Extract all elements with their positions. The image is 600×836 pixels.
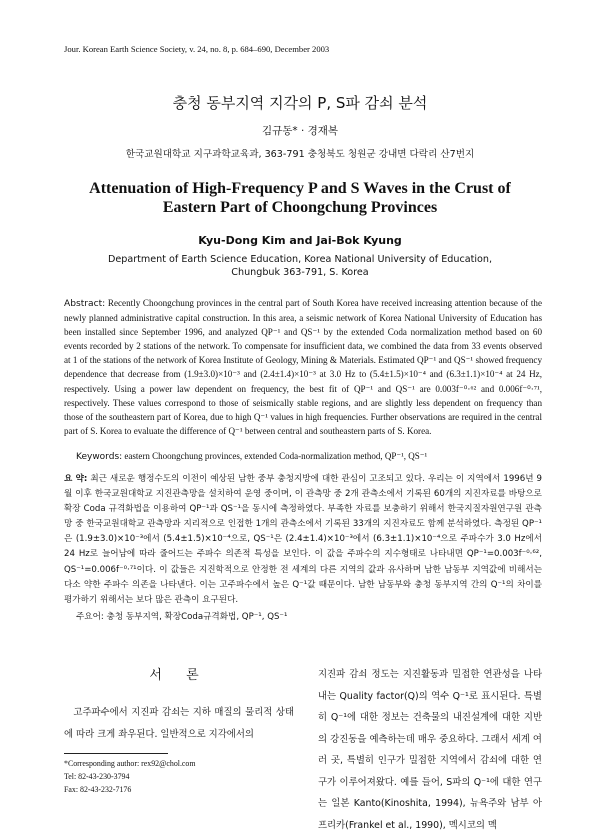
section-title-introduction: 서 론 bbox=[149, 668, 209, 683]
abstract-text: Recently Choongchung provinces in the central part of South Korea have received increasing attention because of the newly planned administrative capital construction. In this area, a seismic network of Korea National University of Education has been installed since September 1996, and analyzed QP⁻¹ and QS⁻¹ by the extended Coda normalization method based on 60 events recorded by 2 stations of the network. To compensate for insufficient data, we combined the data from 33 events observed at 1 of the stations of the network of Korea Institute of Geology, Mining & Materials. Estimated QP⁻¹ and QS⁻¹ showed frequency dependence that decrease from (1.9±3.0)×10⁻³ and (2.4±1.4)×10⁻³ at 3.0 Hz to (5.4±1.5)×10⁻⁴ and (6.3±1.1)×10⁻⁴ at 24 Hz, respectively. Using a power law dependent on frequency, the best fit of QP⁻¹ and QS⁻¹ are 0.003f⁻⁰·⁶² and 0.006f⁻⁰·⁷¹, respectively. These values correspond to those of seismically stable regions, and are slightly less dependent on frequency than those of the southeastern part of Korea, due to high Q⁻¹ values in high frequencies. Further observations are required in the central part of S. Korea to evaluate the difference of Q⁻¹ between central and southeastern parts of S. Korea. bbox=[64, 298, 542, 436]
intro-left-column: 고주파수에서 지진파 감쇠는 지하 매질의 물리적 상태에 따라 크게 좌우된다. 일반적으로 지각에서의 bbox=[64, 707, 294, 740]
keywords-label: Keywords: bbox=[76, 452, 123, 462]
keywords-english bbox=[76, 451, 542, 462]
keywords-korean bbox=[76, 610, 542, 622]
affiliation-english-line2: Chungbuk 363-791, S. Korea bbox=[231, 267, 369, 278]
affiliation-english bbox=[0, 253, 600, 279]
affiliation-korean: 한국교원대학교 지구과학교육과, 363-791 충청북도 청원군 강내면 다락리 산7번지 bbox=[125, 149, 475, 160]
abstract-korean-label: 요 약: bbox=[64, 474, 88, 484]
abstract-korean-text: 최근 새로운 행정수도의 이전이 예상된 남한 중부 충청지방에 대한 관심이 고조되고 있다. 우리는 이 지역에서 1996년 9월 이후 한국교원대학교 지진관측망을 설치하여 운영 중이며, 이 관측망 중 2개 관측소에서 기록된 60개의 지진자료를 바탕으로 확장 Coda 규격화법을 이용하여 QP⁻¹과 QS⁻¹을 동시에 측정하였다. 부족한 자료를 보충하기 위해서 한국지질자원연구원 관측망 중 한국교원대학교 관측망과 지리적으로 인접한 1개의 관측소에서 기록된 33개의 지진자료도 함께 분석하였다. 측정된 QP⁻¹은 (1.9±3.0)×10⁻³에서 (5.4±1.5)×10⁻⁴으로, QS⁻¹은 (2.4±1.4)×10⁻³에서 (6.3±1.1)×10⁻⁴으로 주파수가 3.0 Hz에서 24 Hz로 늘어남에 따라 줄어드는 주파수 의존적 특성을 보인다. 이 값을 주파수의 지수형태로 나타내면 QP⁻¹=0.003f⁻⁰·⁶², QS⁻¹=0.006f⁻⁰·⁷¹이다. 이 값들은 지진학적으로 안정한 전 세계의 다른 지역의 값과 유사하며 남한 남동부 지역값에 비해서는 다소 약한 주파수 의존을 나타낸다. 이는 고주파수에서 높은 Q⁻¹값 때문이다. 남한 남동부와 충청 동부지역 간의 Q⁻¹의 차이를 평가하기 위해서는 보다 많은 관측이 요구된다. bbox=[64, 474, 542, 605]
footnote-tel: Tel: 82-43-230-3794 bbox=[64, 772, 130, 782]
abstract-label: Abstract: bbox=[64, 299, 106, 309]
footnote-corresponding-author: *Corresponding author: rex92@chol.com bbox=[64, 759, 196, 768]
footnote-fax: Fax: 82-43-232-7176 bbox=[64, 785, 132, 795]
keywords-korean-label: 주요어: bbox=[76, 612, 104, 622]
footnote bbox=[64, 757, 196, 797]
title-english-line1: Attenuation of High-Frequency P and S Waves in the Crust of bbox=[89, 180, 511, 197]
title-korean: 충청 동부지역 지각의 P, S파 감쇠 분석 bbox=[172, 94, 428, 112]
keywords-text: eastern Choongchung provinces, extended Coda-normalization method, QP⁻¹, QS⁻¹ bbox=[124, 451, 428, 461]
journal-citation: Jour. Korean Earth Science Society, v. 24, no. 8, p. 684–690, December 2003 bbox=[64, 44, 330, 54]
footnote-divider bbox=[64, 753, 168, 754]
authors-korean: 김규동* · 경재복 bbox=[261, 125, 339, 137]
affiliation-english-line1: Department of Earth Science Education, Korea National University of Education, bbox=[107, 254, 493, 265]
abstract-korean bbox=[64, 472, 542, 608]
intro-right-column: 지진파 감쇠 정도는 지진활동과 밀접한 연관성을 나타내는 Quality factor(Q)의 역수 Q⁻¹로 표시된다. 특별히 Q⁻¹에 대한 정보는 건축물의 내진설계에 대한 지반의 강진동을 예측하는데 매우 중요하다. 그래서 세계 여러 곳, 특별히 인구가 밀접한 지역에서 감쇠에 대한 연구가 이루어져왔다. 예를 들어, S파의 Q⁻¹에 대한 연구는 일본 Kanto(Kinoshita, 1994), 뉴욕주와 남부 아프리카(Frankel et al., 1990), 멕시코의 멕 bbox=[318, 669, 542, 831]
keywords-korean-text: 충청 동부지역, 확장Coda규격화법, QP⁻¹, QS⁻¹ bbox=[106, 612, 288, 622]
abstract-english bbox=[64, 296, 542, 438]
authors-english: Kyu-Dong Kim and Jai-Bok Kyung bbox=[198, 234, 402, 247]
title-english-line2: Eastern Part of Choongchung Provinces bbox=[162, 199, 438, 216]
title-english bbox=[0, 179, 600, 217]
